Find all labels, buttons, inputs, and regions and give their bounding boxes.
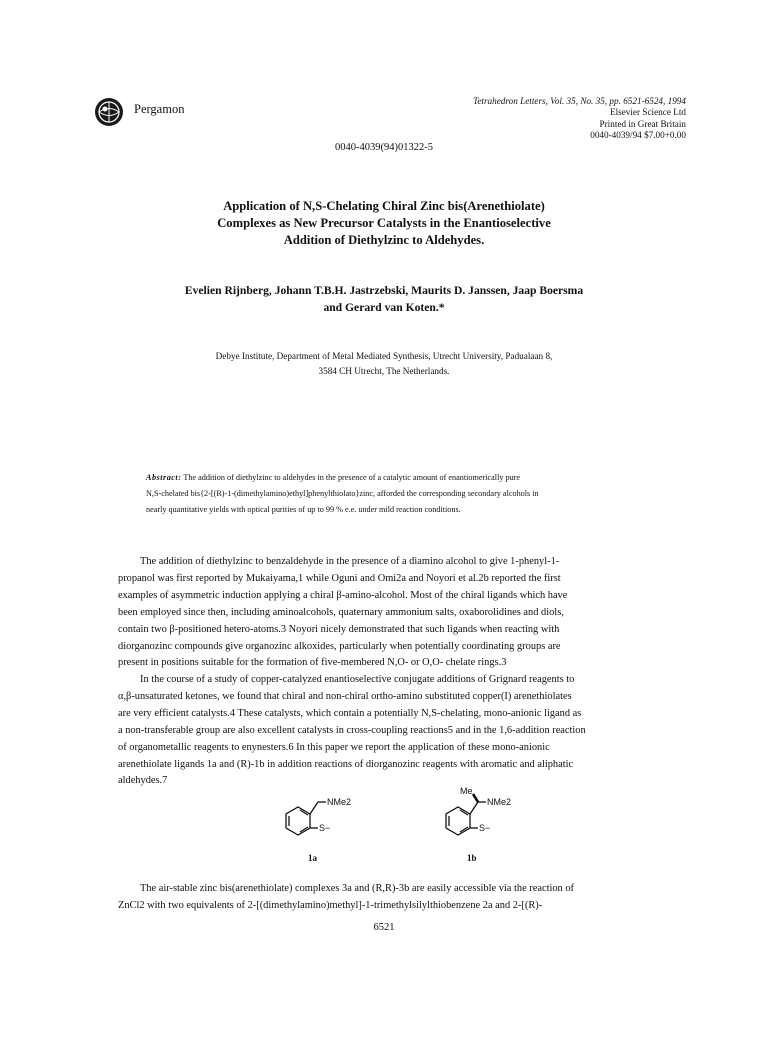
affiliation	[110, 349, 658, 379]
paragraph-line: examples of asymmetric induction applying a chiral β-amino-alcohol. Most of the chiral ligands which have	[118, 589, 568, 601]
paragraph-line: The air-stable zinc bis(arenethiolate) complexes 3a and (R,R)-3b are easily accessible via the reaction of	[140, 883, 574, 894]
publisher-name: Pergamon	[134, 102, 185, 116]
paragraph-synthesis	[118, 881, 650, 915]
abstract-line: nearly quantitative yields with optical purities of up to 99 % e.e. under mild reaction conditions.	[146, 505, 461, 514]
author-list	[110, 282, 658, 316]
paragraph-line: arenethiolate ligands 1a and (R)-1b in addition reactions of diorganozinc reagents with aromatic and aliphatic	[118, 758, 574, 770]
paragraph-line: are very efficient catalysts.4 These catalysts, which contain a potentially N,S-chelating, mono-anionic ligand as	[118, 707, 582, 719]
title-line: Addition of Diethylzinc to Aldehydes.	[283, 233, 485, 247]
author-line: Evelien Rijnberg, Johann T.B.H. Jastrzebski, Maurits D. Janssen, Jaap Boersma	[184, 284, 584, 297]
paragraph-line: been employed since then, including aminoalcohols, quaternary ammonium salts, oxaborolidines and diols,	[118, 606, 564, 618]
journal-citation-line: 0040-4039/94 $7.00+0.00	[590, 130, 686, 141]
abstract-line: The addition of diethylzinc to aldehydes in the presence of a catalytic amount of enantiomerically pure	[181, 473, 521, 482]
paragraph-line: contain two β-positioned hetero-atoms.3 Noyori nicely demonstrated that such ligands when reacting with	[118, 623, 560, 635]
paragraph-line: a non-transferable group are also excellent catalysts in cross-coupling reactions5 and in the 1,6-addition reaction	[118, 724, 586, 736]
page-number: 6521	[373, 922, 395, 933]
article-code: 0040-4039(94)01322-5	[335, 142, 433, 153]
title-line: Complexes as New Precursor Catalysts in the Enantioselective	[217, 216, 551, 230]
pergamon-globe-logo-icon	[94, 97, 124, 127]
abstract	[146, 470, 626, 518]
title-line: Application of N,S-Chelating Chiral Zinc bis(Arenethiolate)	[223, 199, 545, 213]
structure-1b-amine: NMe2	[487, 797, 512, 807]
journal-citation-line: Elsevier Science Ltd	[609, 107, 686, 118]
journal-citation	[366, 96, 686, 142]
paragraph-line: The addition of diethylzinc to benzaldehyde in the presence of a diamino alcohol to give 1-phenyl-1-	[140, 556, 560, 567]
author-line: and Gerard van Koten.*	[323, 301, 445, 314]
structure-1a-amine: NMe2	[327, 797, 352, 807]
paragraph-line: α,β-unsaturated ketones, we found that chiral and non-chiral ortho-amino substituted copper(I) arenethiolates	[118, 690, 572, 702]
structure-1b-thiolate: S−	[479, 823, 491, 833]
affiliation-line: Debye Institute, Department of Metal Mediated Synthesis, Utrecht University, Padualaan 8,	[215, 351, 553, 361]
structure-1b-methyl: Me	[460, 786, 473, 796]
paragraph-line: present in positions suitable for the formation of five-membered N,O- or O,O- chelate rings.3	[118, 657, 507, 669]
journal-citation-line: Printed in Great Britain	[599, 118, 686, 129]
paragraph-line: of organometallic reagents to enynesters.6 In this paper we report the application of these mono-anionic	[118, 741, 550, 753]
paper-title	[100, 198, 668, 249]
structure-1b-label: 1b	[467, 853, 477, 863]
affiliation-line: 3584 CH Utrecht, The Netherlands.	[318, 366, 450, 376]
paragraph-line: In the course of a study of copper-catalyzed enantioselective conjugate additions of Grignard reagents to	[140, 674, 575, 685]
paragraph-line: propanol was first reported by Mukaiyama,1 while Oguni and Omi2a and Noyori et al.2b reported the first	[118, 572, 561, 584]
paragraph-line: aldehydes.7	[118, 775, 168, 787]
journal-citation-line: Tetrahedron Letters, Vol. 35, No. 35, pp. 6521-6524, 1994	[473, 96, 686, 106]
structure-1a-label: 1a	[308, 853, 317, 863]
abstract-label: Abstract:	[146, 473, 182, 482]
structure-1a-thiolate: S−	[319, 823, 331, 833]
paragraph-line: ZnCl2 with two equivalents of 2-[(dimethylamino)methyl]-1-trimethylsilylthiobenzene 2a and 2-[(R)-	[118, 899, 543, 911]
abstract-line: N,S-chelated bis{2-[(R)-1-(dimethylamino)ethyl]phenylthiolato}zinc, afforded the corresponding secondary alcohols in	[146, 489, 539, 498]
paragraph-introduction	[118, 554, 650, 672]
paragraph-line: diorganozinc compounds give organozinc alkoxides, particularly when potentially coordinating groups are	[118, 640, 561, 652]
chemical-structures-figure	[0, 770, 768, 870]
